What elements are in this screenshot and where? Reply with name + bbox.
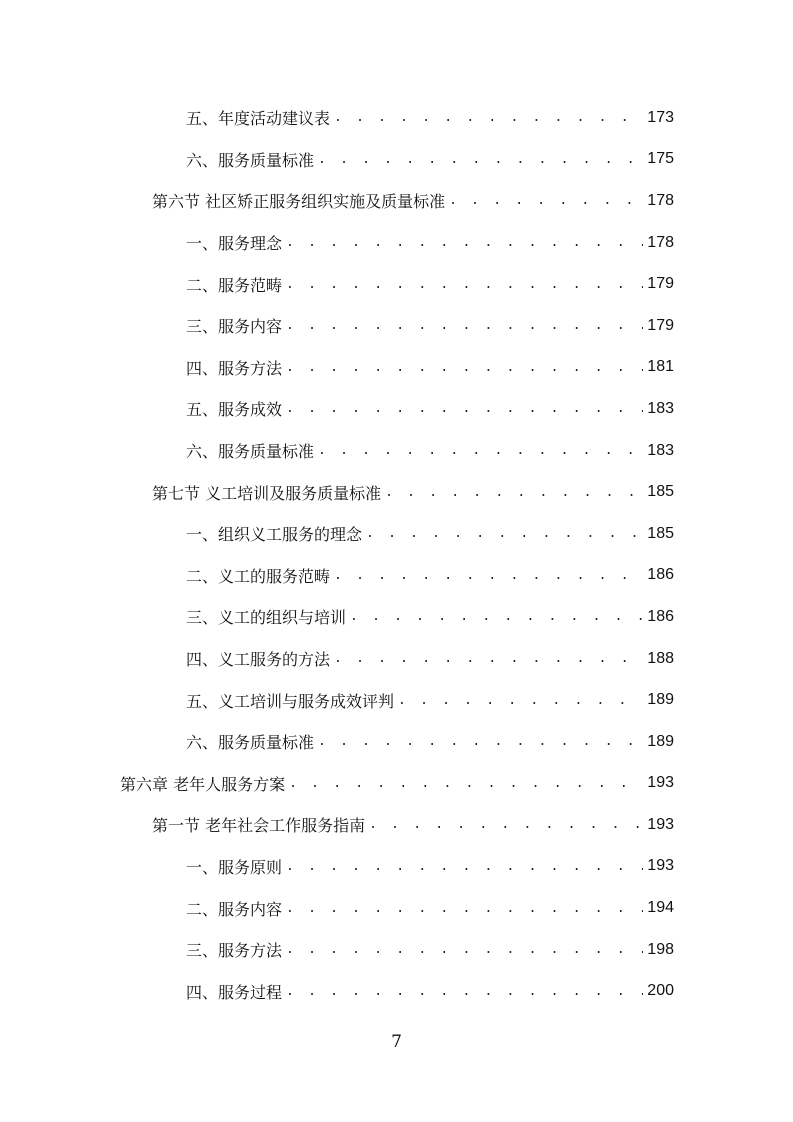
toc-entry-page: 193 [647,774,674,792]
toc-entry[interactable] [0,263,793,305]
toc-entry-page: 179 [647,275,674,293]
dot-leader [318,443,643,458]
dot-leader [334,568,643,583]
dot-leader [286,942,643,957]
toc-entry-page: 186 [647,566,674,584]
dot-leader [286,859,643,874]
dot-leader [286,277,643,292]
toc-entry[interactable] [0,347,793,389]
toc-entry[interactable] [0,430,793,472]
toc-entry-title: 五、服务成效 [186,400,283,420]
dot-leader [318,734,643,749]
toc-entry-title: 二、服务内容 [186,899,283,919]
toc-entry-title: 第六章 老年人服务方案 [120,774,286,794]
toc-entry-title: 二、服务范畴 [186,275,283,295]
toc-entry-title: 一、服务原则 [186,857,283,877]
toc-entry-title: 四、服务过程 [186,982,283,1002]
toc-entry[interactable] [0,763,793,805]
toc-entry-page: 185 [647,483,674,501]
dot-leader [385,485,643,500]
toc-entry-title: 五、年度活动建议表 [186,109,331,129]
toc-entry-page: 189 [647,691,674,709]
toc-entry[interactable] [0,679,793,721]
toc-entry-page: 188 [647,649,674,667]
toc-entry-title: 四、义工服务的方法 [186,650,331,670]
toc-entry-title: 六、服务质量标准 [186,733,315,753]
toc-entry-page: 173 [647,108,674,126]
dot-leader [398,693,643,708]
toc-entry-title: 三、义工的组织与培训 [186,608,347,628]
toc-entry-page: 183 [647,441,674,459]
toc-entry-page: 178 [647,233,674,251]
dot-leader [286,901,643,916]
toc-entry-title: 二、义工的服务范畴 [186,566,331,586]
toc-entry[interactable] [0,513,793,555]
toc-entry-page: 179 [647,316,674,334]
toc-entry[interactable] [0,471,793,513]
toc-entry[interactable] [0,804,793,846]
toc-entry-title: 第七节 义工培训及服务质量标准 [152,483,382,503]
table-of-contents [0,97,793,1012]
toc-entry[interactable] [0,222,793,264]
dot-leader [334,110,643,125]
toc-entry-page: 181 [647,358,674,376]
toc-entry-page: 189 [647,732,674,750]
toc-entry[interactable] [0,555,793,597]
dot-leader [286,318,643,333]
toc-entry[interactable] [0,887,793,929]
toc-entry-page: 186 [647,607,674,625]
toc-entry-title: 四、服务方法 [186,358,283,378]
toc-entry[interactable] [0,970,793,1012]
toc-entry[interactable] [0,846,793,888]
dot-leader [286,984,643,999]
toc-entry-page: 175 [647,150,674,168]
dot-leader [318,152,643,167]
dot-leader [350,609,643,624]
toc-entry-page: 198 [647,940,674,958]
toc-entry-page: 193 [647,815,674,833]
dot-leader [366,526,643,541]
dot-leader [286,360,643,375]
toc-entry[interactable] [0,721,793,763]
dot-leader [286,235,643,250]
toc-entry-title: 五、义工培训与服务成效评判 [186,691,395,711]
toc-entry[interactable] [0,388,793,430]
toc-entry-page: 194 [647,899,674,917]
page-number: 7 [391,1032,402,1052]
dot-leader [286,401,643,416]
toc-entry[interactable] [0,638,793,680]
toc-entry[interactable] [0,305,793,347]
toc-entry-title: 六、服务质量标准 [186,442,315,462]
toc-entry-title: 三、服务方法 [186,941,283,961]
toc-entry-page: 193 [647,857,674,875]
toc-entry-page: 200 [647,982,674,1000]
toc-entry[interactable] [0,97,793,139]
toc-entry-title: 一、组织义工服务的理念 [186,525,363,545]
toc-entry[interactable] [0,596,793,638]
toc-entry-title: 第六节 社区矫正服务组织实施及质量标准 [152,192,446,212]
toc-entry-title: 三、服务内容 [186,317,283,337]
toc-entry[interactable] [0,180,793,222]
toc-entry-page: 185 [647,524,674,542]
toc-entry[interactable] [0,139,793,181]
dot-leader [449,193,643,208]
toc-entry-page: 178 [647,191,674,209]
dot-leader [334,651,643,666]
toc-entry-page: 183 [647,399,674,417]
dot-leader [369,817,643,832]
toc-entry[interactable] [0,929,793,971]
dot-leader [289,776,643,791]
toc-entry-title: 一、服务理念 [186,234,283,254]
toc-entry-title: 六、服务质量标准 [186,150,315,170]
toc-entry-title: 第一节 老年社会工作服务指南 [152,816,366,836]
